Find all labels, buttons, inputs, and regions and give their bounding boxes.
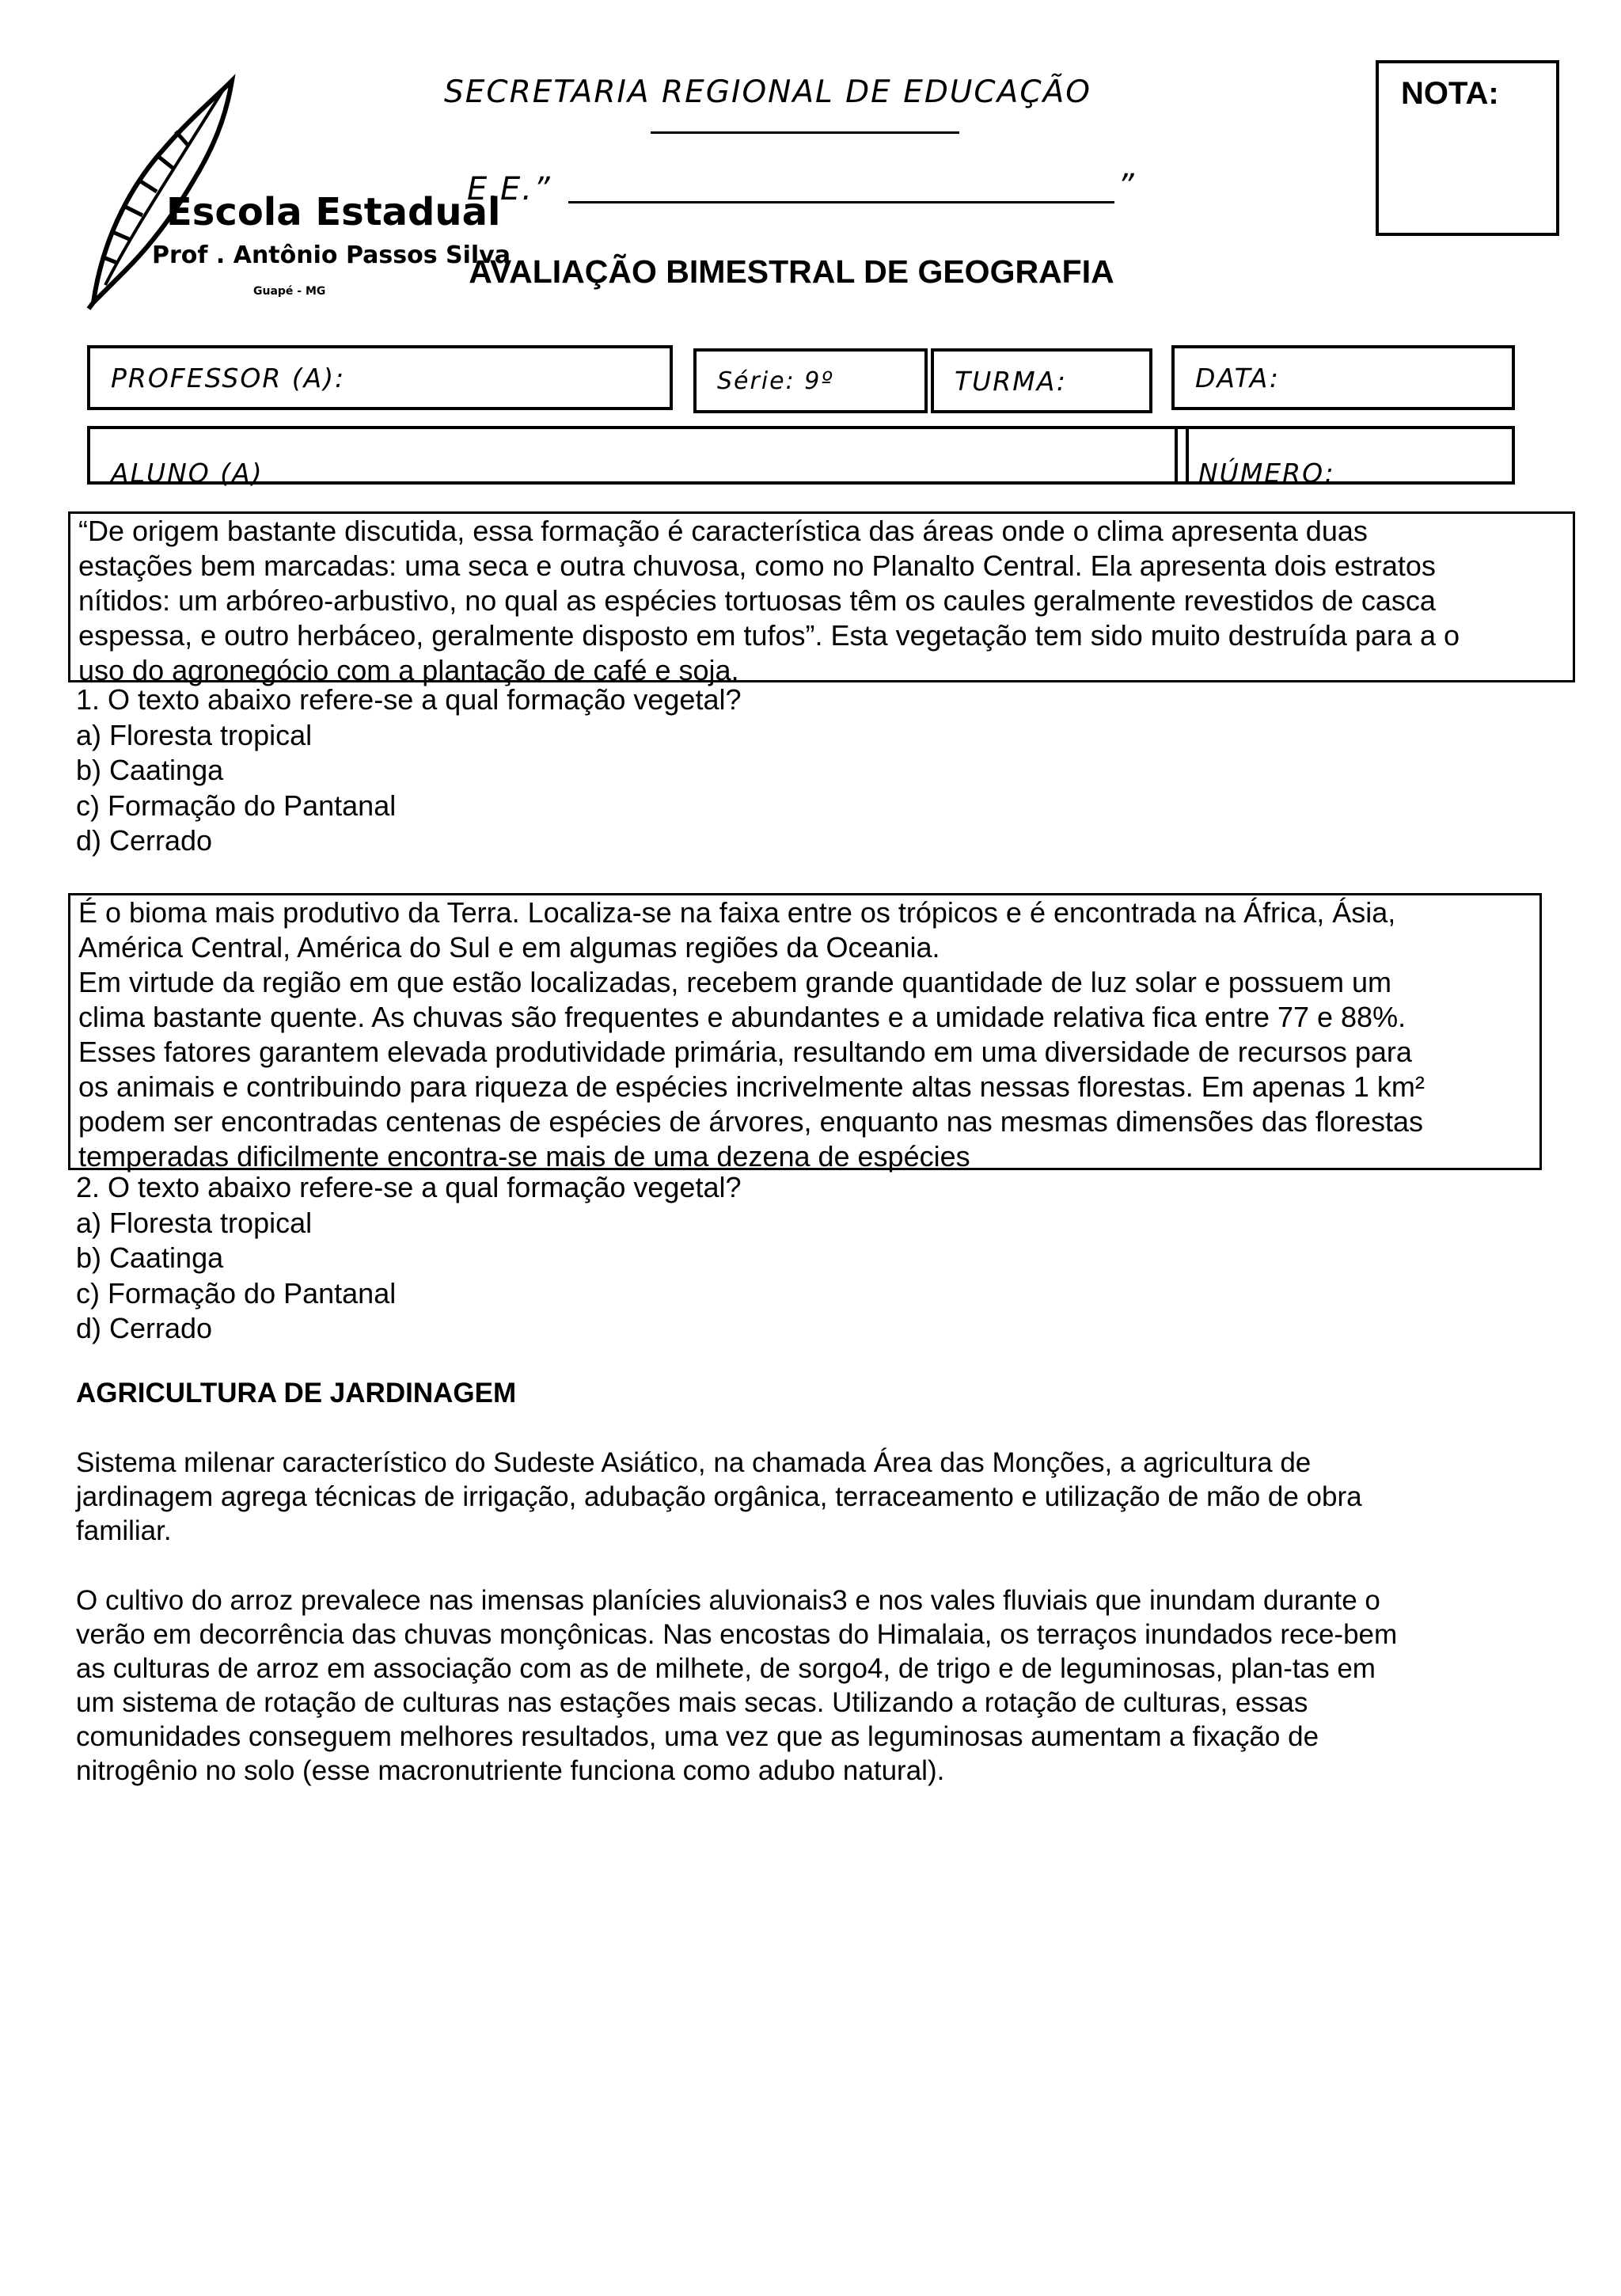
secretaria-blank-line — [651, 131, 959, 134]
paragraph-line: comunidades conseguem melhores resultados, uma vez que as leguminosas aumentam a fixação de — [76, 1721, 1319, 1752]
paragraph-line: O cultivo do arroz prevalece nas imensas planícies aluvionais3 e nos vales fluviais que inundam durante o — [76, 1585, 1380, 1616]
text1-line: uso do agronegócio com a plantação de café e soja. — [78, 654, 739, 686]
question-1-option-c[interactable]: c) Formação do Pantanal — [76, 789, 397, 822]
text2-line: clima bastante quente. As chuvas são frequentes e abundantes e a umidade relativa fica entre 77 e 88%. — [78, 1001, 1407, 1033]
question-1 — [76, 682, 741, 859]
data-label: DATA: — [1195, 363, 1281, 393]
text2-line: temperadas dificilmente encontra-se mais de uma dezena de espécies — [78, 1140, 970, 1173]
question-1-option-d[interactable]: d) Cerrado — [76, 824, 213, 857]
paragraph-line: nitrogênio no solo (esse macronutriente funciona como adubo natural). — [76, 1755, 945, 1786]
aluno-label: ALUNO (A) — [111, 458, 264, 488]
question-2-option-c[interactable]: c) Formação do Pantanal — [76, 1276, 397, 1310]
nota-label: NOTA: — [1401, 76, 1499, 111]
professor-field[interactable] — [87, 345, 673, 410]
aluno-field[interactable] — [87, 426, 1189, 488]
text2-line: os animais e contribuindo para riqueza de espécies incrivelmente altas nessas florestas. Em apenas 1 km² — [78, 1070, 1425, 1103]
logo-name-line1: Escola Estadual — [166, 190, 501, 234]
data-field[interactable] — [1171, 345, 1515, 410]
question-1-option-b[interactable]: b) Caatinga — [76, 754, 224, 786]
agricultura-paragraph-2 — [76, 1583, 1517, 1788]
logo-name-line2: Prof . Antônio Passos Silva — [152, 241, 511, 269]
school-name-blank-line[interactable] — [568, 201, 1114, 203]
paragraph-line: as culturas de arroz em associação com as de milhete, de sorgo4, de trigo e de leguminosas, plan-tas em — [76, 1653, 1376, 1684]
serie-label: Série: 9º — [717, 367, 834, 395]
text1-line: espessa, e outro herbáceo, geralmente disposto em tufos”. Esta vegetação tem sido muito destruída para a o — [78, 619, 1460, 652]
question-2-option-a[interactable]: a) Floresta tropical — [76, 1206, 313, 1239]
text2-line: Em virtude da região em que estão localizadas, recebem grande quantidade de luz solar e possuem um — [78, 966, 1391, 998]
paragraph-line: verão em decorrência das chuvas monçônicas. Nas encostas do Himalaia, os terraços inundados rece-bem — [76, 1619, 1398, 1650]
secretaria-heading: SECRETARIA REGIONAL DE EDUCAÇÃO — [444, 74, 1091, 110]
paragraph-line: familiar. — [76, 1515, 172, 1546]
logo-city: Guapé - MG — [253, 285, 326, 298]
question-2-prompt: 2. O texto abaixo refere-se a qual formação vegetal? — [76, 1171, 742, 1203]
school-name-suffix: ” — [1118, 168, 1136, 204]
paragraph-line: jardinagem agrega técnicas de irrigação, adubação orgânica, terraceamento e utilização de mão de obra — [76, 1481, 1362, 1512]
question-2 — [76, 1170, 741, 1347]
agricultura-paragraph-1 — [76, 1446, 1517, 1548]
text2-line: podem ser encontradas centenas de espécies de árvores, enquanto nas mesmas dimensões das florestas — [78, 1105, 1423, 1138]
exam-title: AVALIAÇÃO BIMESTRAL DE GEOGRAFIA — [469, 253, 1114, 290]
professor-label: PROFESSOR (A): — [111, 362, 346, 393]
text2-line: É o bioma mais produtivo da Terra. Localiza-se na faixa entre os trópicos e é encontrada na África, Ásia, — [78, 896, 1396, 929]
question-2-option-d[interactable]: d) Cerrado — [76, 1312, 213, 1344]
text-excerpt-1 — [68, 511, 1575, 686]
section-title-agricultura: AGRICULTURA DE JARDINAGEM — [76, 1378, 517, 1408]
paragraph-line: Sistema milenar característico do Sudeste Asiático, na chamada Área das Monções, a agricultura de — [76, 1447, 1312, 1478]
paragraph-line: um sistema de rotação de culturas nas estações mais secas. Utilizando a rotação de culturas, essas — [76, 1687, 1308, 1718]
turma-label: TURMA: — [955, 365, 1068, 397]
text1-line: estações bem marcadas: uma seca e outra chuvosa, como no Planalto Central. Ela apresenta dois estratos — [78, 549, 1436, 582]
text-excerpt-2 — [68, 893, 1542, 1173]
numero-label: NÚMERO: — [1198, 458, 1335, 488]
serie-field[interactable] — [693, 348, 928, 413]
question-1-prompt: 1. O texto abaixo refere-se a qual formação vegetal? — [76, 683, 742, 716]
turma-field[interactable] — [931, 348, 1152, 413]
text1-line: “De origem bastante discutida, essa formação é característica das áreas onde o clima apresenta duas — [78, 515, 1368, 547]
numero-field[interactable] — [1175, 426, 1515, 488]
school-name-prefix: E.E.” — [467, 171, 552, 207]
text2-line: Esses fatores garantem elevada produtividade primária, resultando em uma diversidade de recursos para — [78, 1036, 1412, 1068]
question-1-option-a[interactable]: a) Floresta tropical — [76, 718, 313, 751]
text2-line: América Central, América do Sul e em algumas regiões da Oceania. — [78, 931, 940, 964]
text1-line: nítidos: um arbóreo-arbustivo, no qual as espécies tortuosas têm os caules geralmente revestidos de casca — [78, 584, 1436, 617]
question-2-option-b[interactable]: b) Caatinga — [76, 1241, 224, 1274]
